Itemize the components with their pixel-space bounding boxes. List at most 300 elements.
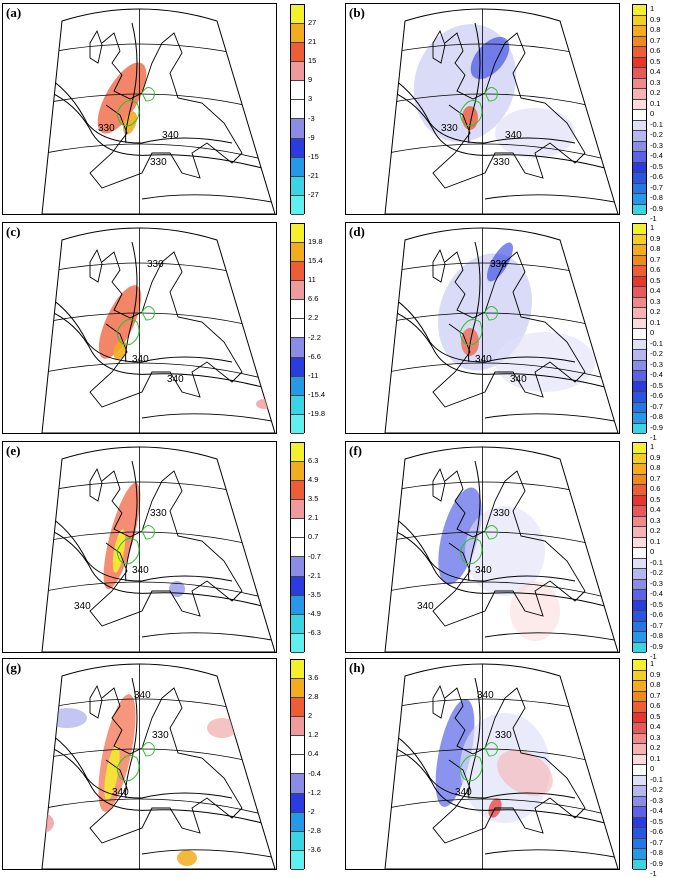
colorbar-swatch bbox=[633, 173, 646, 184]
colorbar-tick-label: 0 bbox=[650, 547, 655, 557]
colorbar-tick-label: 0.2 bbox=[650, 307, 661, 317]
colorbar bbox=[632, 659, 672, 878]
colorbar-tick-label: -0.3 bbox=[650, 795, 663, 805]
colorbar-swatch bbox=[633, 79, 646, 90]
colorbar-swatch bbox=[633, 454, 646, 465]
colorbar-swatch bbox=[291, 338, 304, 357]
colorbar-swatch bbox=[291, 396, 304, 415]
colorbar-tick-label: -4.9 bbox=[308, 608, 321, 618]
map-canvas bbox=[345, 222, 620, 434]
colorbar-tick-label: 3.6 bbox=[308, 673, 319, 683]
contour-label: 340 bbox=[477, 690, 494, 701]
colorbar-tick-label: 0.1 bbox=[650, 753, 661, 763]
colorbar-swatch bbox=[291, 794, 304, 813]
colorbar-tick-label: -0.3 bbox=[650, 578, 663, 588]
colorbar-swatch bbox=[633, 622, 646, 633]
colorbar-swatch bbox=[633, 527, 646, 538]
colorbar-tick-label: -1 bbox=[650, 869, 657, 878]
colorbar-tick-label: -0.5 bbox=[650, 161, 663, 171]
colorbar-tick-label: -2 bbox=[308, 806, 315, 816]
colorbar-tick-label: 0.5 bbox=[650, 711, 661, 721]
colorbar-tick-label: -0.5 bbox=[650, 816, 663, 826]
colorbar-swatch bbox=[291, 415, 304, 434]
colorbar-swatch bbox=[633, 245, 646, 256]
colorbar-swatch bbox=[633, 256, 646, 267]
map-canvas bbox=[345, 441, 620, 653]
colorbar-tick-label: -0.3 bbox=[650, 359, 663, 369]
colorbar-tick-label: 0.4 bbox=[308, 749, 319, 759]
field-shading bbox=[510, 581, 560, 641]
colorbar-swatch bbox=[633, 47, 646, 58]
contour-label: 340 bbox=[132, 565, 149, 576]
colorbar-swatch bbox=[291, 813, 304, 832]
map-panel-f bbox=[345, 441, 620, 653]
colorbar-tick-label: -19.8 bbox=[308, 408, 326, 418]
colorbar-tick-label: -0.2 bbox=[650, 568, 663, 578]
colorbar-tick-label: 0.7 bbox=[650, 254, 661, 264]
colorbar-swatch bbox=[633, 601, 646, 612]
colorbar-swatch bbox=[633, 392, 646, 403]
colorbar-tick-label: -0.9 bbox=[650, 422, 663, 432]
contour-label: 330 bbox=[495, 730, 512, 741]
colorbar-swatch bbox=[291, 281, 304, 300]
map-panel-d bbox=[345, 222, 620, 434]
colorbar-swatch bbox=[633, 58, 646, 69]
colorbar-tick-label: 0.4 bbox=[650, 67, 661, 77]
colorbar-tick-label: -21 bbox=[308, 170, 319, 180]
colorbar-swatch bbox=[633, 818, 646, 829]
colorbar-tick-label: 0.6 bbox=[650, 46, 661, 56]
colorbar-swatch bbox=[633, 89, 646, 100]
colorbar-tick-label: -0.6 bbox=[650, 172, 663, 182]
panel-label: (a) bbox=[6, 5, 22, 20]
colorbar-tick-label: -1 bbox=[650, 433, 657, 443]
contour-label: 340 bbox=[510, 374, 527, 385]
colorbar-tick-label: -2.2 bbox=[308, 332, 321, 342]
colorbar-swatch bbox=[633, 734, 646, 745]
colorbar-tick-label: 1.2 bbox=[308, 730, 319, 740]
colorbar-swatch bbox=[633, 765, 646, 776]
contour-label: 340 bbox=[475, 565, 492, 576]
colorbar-swatch bbox=[291, 832, 304, 851]
colorbar-swatch bbox=[291, 698, 304, 717]
colorbar-tick-label: 0.6 bbox=[650, 701, 661, 711]
contour-label: 340 bbox=[475, 354, 492, 365]
colorbar-swatch bbox=[291, 5, 304, 24]
colorbar-tick-label: -0.6 bbox=[650, 391, 663, 401]
colorbar-swatch bbox=[633, 496, 646, 507]
colorbar-tick-label: -0.9 bbox=[650, 858, 663, 868]
colorbar-tick-label: -3.5 bbox=[308, 589, 321, 599]
colorbar-swatches bbox=[290, 223, 305, 433]
colorbar-swatch bbox=[633, 517, 646, 528]
colorbar-tick-label: -6.6 bbox=[308, 351, 321, 361]
panel-label: (e) bbox=[6, 443, 21, 458]
panel-label: (f) bbox=[349, 443, 362, 458]
contour-label: 330 bbox=[490, 259, 507, 270]
colorbar-tick-label: -1.2 bbox=[308, 787, 321, 797]
colorbar-tick-label: -0.7 bbox=[650, 182, 663, 192]
colorbar-swatch bbox=[291, 736, 304, 755]
map-panel-h bbox=[345, 658, 620, 870]
field-shading bbox=[177, 850, 197, 866]
colorbar-swatches bbox=[632, 4, 647, 214]
colorbar-swatch bbox=[291, 62, 304, 81]
colorbar-swatch bbox=[291, 319, 304, 338]
colorbar-tick-label: -15.4 bbox=[308, 389, 326, 399]
colorbar-swatch bbox=[633, 319, 646, 330]
colorbar-swatch bbox=[291, 755, 304, 774]
contour-label: 340 bbox=[167, 374, 184, 385]
colorbar-tick-label: 0.4 bbox=[650, 286, 661, 296]
contour-label: 340 bbox=[134, 690, 151, 701]
colorbar-swatch bbox=[633, 424, 646, 435]
colorbar-tick-label: -1 bbox=[650, 214, 657, 224]
colorbar-tick-label: 0.2 bbox=[650, 88, 661, 98]
colorbar-swatches bbox=[632, 442, 647, 652]
panel-label: (g) bbox=[6, 660, 22, 675]
contour-label: 330 bbox=[150, 157, 167, 168]
colorbar-swatch bbox=[633, 26, 646, 37]
colorbar-swatch bbox=[291, 774, 304, 793]
colorbar-tick-label: 0.2 bbox=[650, 743, 661, 753]
colorbar-swatch bbox=[633, 403, 646, 414]
colorbar-swatch bbox=[633, 569, 646, 580]
colorbar-tick-label: 27 bbox=[308, 18, 317, 28]
colorbar-swatch bbox=[633, 194, 646, 205]
colorbar-tick-label: -0.9 bbox=[650, 641, 663, 651]
colorbar-swatch bbox=[633, 298, 646, 309]
colorbar-tick-label: 2.8 bbox=[308, 692, 319, 702]
colorbar-tick-label: -0.4 bbox=[650, 589, 663, 599]
colorbar-swatch bbox=[633, 538, 646, 549]
colorbar-swatch bbox=[633, 142, 646, 153]
panel-label: (h) bbox=[349, 660, 365, 675]
contour-label: 330 bbox=[147, 259, 164, 270]
map-canvas bbox=[2, 658, 277, 870]
colorbar-swatch bbox=[633, 371, 646, 382]
colorbar-tick-label: 15 bbox=[308, 56, 317, 66]
colorbar-tick-label: 0.9 bbox=[650, 452, 661, 462]
colorbar-swatch bbox=[633, 308, 646, 319]
contour-label: 330 bbox=[493, 157, 510, 168]
colorbar-swatch bbox=[633, 184, 646, 195]
panel-label: (d) bbox=[349, 224, 365, 239]
colorbar-swatches bbox=[290, 659, 305, 869]
map-panel-g bbox=[2, 658, 277, 870]
colorbar-swatch bbox=[633, 744, 646, 755]
colorbar-swatch bbox=[633, 755, 646, 766]
colorbar-tick-label: -0.9 bbox=[650, 203, 663, 213]
colorbar-swatch bbox=[633, 797, 646, 808]
colorbar-swatches bbox=[632, 659, 647, 869]
colorbar-swatch bbox=[633, 611, 646, 622]
colorbar-tick-label: -0.4 bbox=[650, 370, 663, 380]
colorbar-tick-label: -0.1 bbox=[650, 774, 663, 784]
colorbar-swatch bbox=[291, 519, 304, 538]
colorbar-tick-label: 0.6 bbox=[650, 484, 661, 494]
map-canvas bbox=[345, 658, 620, 870]
colorbar-tick-label: 0.9 bbox=[650, 669, 661, 679]
colorbar bbox=[632, 223, 672, 443]
colorbar-swatch bbox=[291, 139, 304, 158]
colorbar-tick-label: 0.5 bbox=[650, 56, 661, 66]
colorbar-tick-label: -0.5 bbox=[650, 380, 663, 390]
colorbar-swatch bbox=[633, 382, 646, 393]
colorbar-swatch bbox=[291, 100, 304, 119]
colorbar-tick-label: 0.3 bbox=[650, 732, 661, 742]
contour-label: 340 bbox=[455, 787, 472, 798]
colorbar-swatch bbox=[633, 163, 646, 174]
colorbar-swatch bbox=[291, 577, 304, 596]
contour-label: 340 bbox=[417, 601, 434, 612]
colorbar-swatch bbox=[633, 100, 646, 111]
colorbar-swatch bbox=[291, 24, 304, 43]
colorbar-tick-label: -0.2 bbox=[650, 130, 663, 140]
colorbar-tick-label: -0.4 bbox=[650, 151, 663, 161]
colorbar-tick-label: -6.3 bbox=[308, 627, 321, 637]
colorbar-tick-label: 4.9 bbox=[308, 475, 319, 485]
colorbar-tick-label: -27 bbox=[308, 189, 319, 199]
colorbar-tick-label: 0.7 bbox=[308, 532, 319, 542]
colorbar-tick-label: 0.8 bbox=[650, 463, 661, 473]
colorbar bbox=[290, 442, 330, 652]
colorbar-swatch bbox=[633, 713, 646, 724]
colorbar-tick-label: -11 bbox=[308, 370, 319, 380]
colorbar-tick-label: -0.1 bbox=[650, 557, 663, 567]
colorbar-tick-label: 0 bbox=[650, 764, 655, 774]
colorbar-tick-label: -0.7 bbox=[650, 620, 663, 630]
colorbar-tick-label: 0.1 bbox=[650, 536, 661, 546]
contour-label: 330 bbox=[152, 730, 169, 741]
colorbar-swatch bbox=[291, 262, 304, 281]
colorbar-tick-label: 21 bbox=[308, 37, 317, 47]
colorbar-tick-label: 11 bbox=[308, 275, 316, 285]
colorbar-tick-label: -0.7 bbox=[308, 551, 321, 561]
colorbar-tick-label: 1 bbox=[650, 442, 655, 452]
map-canvas bbox=[2, 222, 277, 434]
colorbar-swatch bbox=[291, 679, 304, 698]
colorbar-tick-label: 2.1 bbox=[308, 513, 319, 523]
colorbar-swatches bbox=[632, 223, 647, 433]
colorbar-swatch bbox=[291, 196, 304, 215]
colorbar-swatch bbox=[633, 776, 646, 787]
colorbar-swatch bbox=[633, 849, 646, 860]
colorbar-swatch bbox=[633, 350, 646, 361]
colorbar-tick-label: -0.8 bbox=[650, 193, 663, 203]
map-canvas bbox=[2, 3, 277, 215]
colorbar-swatch bbox=[633, 287, 646, 298]
colorbar-swatch bbox=[633, 643, 646, 654]
colorbar-swatch bbox=[633, 681, 646, 692]
colorbar-swatch bbox=[633, 16, 646, 27]
colorbar-tick-label: -0.8 bbox=[650, 631, 663, 641]
colorbar-tick-label: 0 bbox=[650, 109, 655, 119]
colorbar-tick-label: 0.8 bbox=[650, 25, 661, 35]
colorbar-swatch bbox=[633, 413, 646, 424]
colorbar-tick-label: 6.6 bbox=[308, 294, 319, 304]
colorbar-tick-label: 0.1 bbox=[650, 98, 661, 108]
colorbar-swatch bbox=[633, 266, 646, 277]
colorbar-swatch bbox=[633, 590, 646, 601]
contour-label: 340 bbox=[132, 354, 149, 365]
colorbar-tick-label: 0.7 bbox=[650, 473, 661, 483]
colorbar-tick-label: -0.4 bbox=[308, 768, 321, 778]
colorbar-swatch bbox=[633, 121, 646, 132]
colorbar-swatch bbox=[291, 443, 304, 462]
colorbar-tick-label: -0.2 bbox=[650, 349, 663, 359]
colorbar-tick-label: 1 bbox=[650, 223, 655, 233]
colorbar-tick-label: -0.6 bbox=[650, 610, 663, 620]
colorbar bbox=[632, 4, 672, 224]
colorbar-tick-label: -0.8 bbox=[650, 412, 663, 422]
colorbar-swatch bbox=[291, 377, 304, 396]
colorbar-swatch bbox=[633, 110, 646, 121]
colorbar-swatch bbox=[633, 5, 646, 16]
colorbar-tick-label: 0.4 bbox=[650, 722, 661, 732]
colorbar-swatch bbox=[291, 557, 304, 576]
colorbar-swatch bbox=[291, 224, 304, 243]
colorbar-swatch bbox=[633, 632, 646, 643]
colorbar-swatch bbox=[291, 243, 304, 262]
colorbar-tick-label: 0.9 bbox=[650, 233, 661, 243]
colorbar-swatch bbox=[633, 723, 646, 734]
colorbar-tick-label: -0.1 bbox=[650, 338, 663, 348]
colorbar bbox=[290, 223, 330, 433]
colorbar-tick-label: -0.6 bbox=[650, 827, 663, 837]
colorbar-swatch bbox=[291, 43, 304, 62]
colorbar-tick-label: 2.2 bbox=[308, 313, 319, 323]
colorbar-swatch bbox=[633, 152, 646, 163]
colorbar-swatch bbox=[291, 462, 304, 481]
colorbar-swatch bbox=[291, 717, 304, 736]
contour-label: 330 bbox=[493, 508, 510, 519]
colorbar-tick-label: 2 bbox=[308, 711, 313, 721]
contour-label: 330 bbox=[441, 123, 458, 134]
colorbar-tick-label: 0.7 bbox=[650, 690, 661, 700]
colorbar-swatch bbox=[633, 828, 646, 839]
colorbar-swatch bbox=[633, 68, 646, 79]
colorbar-swatch bbox=[291, 615, 304, 634]
colorbar-swatch bbox=[291, 538, 304, 557]
colorbar-tick-label: 15.4 bbox=[308, 256, 323, 266]
colorbar-tick-label: 0.5 bbox=[650, 494, 661, 504]
colorbar-swatch bbox=[633, 671, 646, 682]
contour-label: 340 bbox=[74, 601, 91, 612]
contour-label: 340 bbox=[112, 787, 129, 798]
contour-label: 330 bbox=[98, 123, 115, 134]
colorbar bbox=[290, 4, 330, 214]
colorbar-tick-label: -0.8 bbox=[650, 848, 663, 858]
colorbar-swatch bbox=[633, 485, 646, 496]
colorbar-swatch bbox=[633, 37, 646, 48]
panel-label: (b) bbox=[349, 5, 365, 20]
colorbar-tick-label: -0.5 bbox=[650, 599, 663, 609]
colorbar-tick-label: 3 bbox=[308, 94, 313, 104]
colorbar-tick-label: 0.3 bbox=[650, 77, 661, 87]
colorbar-swatch bbox=[633, 839, 646, 850]
colorbar-swatch bbox=[633, 807, 646, 818]
colorbar-swatch bbox=[633, 580, 646, 591]
colorbar-swatch bbox=[633, 692, 646, 703]
colorbar-swatch bbox=[633, 475, 646, 486]
contour-label: 340 bbox=[505, 130, 522, 141]
colorbar-tick-label: -2.8 bbox=[308, 825, 321, 835]
colorbar bbox=[290, 659, 330, 869]
colorbar-swatch bbox=[291, 119, 304, 138]
colorbar-swatch bbox=[633, 443, 646, 454]
colorbar-swatch bbox=[291, 358, 304, 377]
colorbar-swatches bbox=[290, 4, 305, 214]
colorbar-swatch bbox=[633, 205, 646, 216]
map-panel-c bbox=[2, 222, 277, 434]
colorbar-swatch bbox=[291, 660, 304, 679]
contour-label: 330 bbox=[150, 508, 167, 519]
colorbar-tick-label: 9 bbox=[308, 75, 313, 85]
colorbar-tick-label: 0.4 bbox=[650, 505, 661, 515]
colorbar-tick-label: 19.8 bbox=[308, 237, 323, 247]
colorbar-tick-label: -0.7 bbox=[650, 837, 663, 847]
map-canvas bbox=[2, 441, 277, 653]
colorbar-tick-label: 0.5 bbox=[650, 275, 661, 285]
map-panel-b bbox=[345, 3, 620, 215]
colorbar-tick-label: 1 bbox=[650, 4, 655, 14]
colorbar-swatch bbox=[633, 660, 646, 671]
colorbar-swatch bbox=[291, 500, 304, 519]
colorbar-tick-label: -0.2 bbox=[650, 785, 663, 795]
colorbar-tick-label: 0.3 bbox=[650, 296, 661, 306]
colorbar-tick-label: 0.1 bbox=[650, 317, 661, 327]
colorbar-swatch bbox=[633, 548, 646, 559]
colorbar-tick-label: 1 bbox=[650, 659, 655, 669]
colorbar bbox=[632, 442, 672, 662]
colorbar-swatch bbox=[291, 851, 304, 870]
colorbar-swatch bbox=[633, 277, 646, 288]
colorbar-swatch bbox=[633, 224, 646, 235]
colorbar-tick-label: -3 bbox=[308, 113, 315, 123]
colorbar-tick-label: -0.7 bbox=[650, 401, 663, 411]
colorbar-swatch bbox=[633, 860, 646, 871]
map-canvas bbox=[345, 3, 620, 215]
colorbar-tick-label: -0.3 bbox=[650, 140, 663, 150]
colorbar-tick-label: 0.7 bbox=[650, 35, 661, 45]
colorbar-swatch bbox=[633, 329, 646, 340]
colorbar-tick-label: 0.8 bbox=[650, 680, 661, 690]
contour-label: 340 bbox=[162, 130, 179, 141]
colorbar-swatch bbox=[291, 634, 304, 653]
colorbar-swatch bbox=[291, 158, 304, 177]
colorbar-swatch bbox=[291, 177, 304, 196]
colorbar-swatch bbox=[633, 235, 646, 246]
colorbar-tick-label: 0.2 bbox=[650, 526, 661, 536]
colorbar-tick-label: -3.6 bbox=[308, 844, 321, 854]
colorbar-swatch bbox=[633, 340, 646, 351]
colorbar-swatch bbox=[633, 464, 646, 475]
colorbar-tick-label: 0.8 bbox=[650, 244, 661, 254]
colorbar-tick-label: -0.4 bbox=[650, 806, 663, 816]
colorbar-tick-label: 0.3 bbox=[650, 515, 661, 525]
colorbar-swatch bbox=[291, 300, 304, 319]
colorbar-swatch bbox=[291, 481, 304, 500]
colorbar-swatches bbox=[290, 442, 305, 652]
colorbar-tick-label: -1 bbox=[650, 652, 657, 662]
colorbar-tick-label: 3.5 bbox=[308, 494, 319, 504]
colorbar-tick-label: -9 bbox=[308, 132, 315, 142]
panel-label: (c) bbox=[6, 224, 21, 239]
colorbar-swatch bbox=[633, 786, 646, 797]
colorbar-tick-label: -2.1 bbox=[308, 570, 321, 580]
colorbar-swatch bbox=[633, 559, 646, 570]
